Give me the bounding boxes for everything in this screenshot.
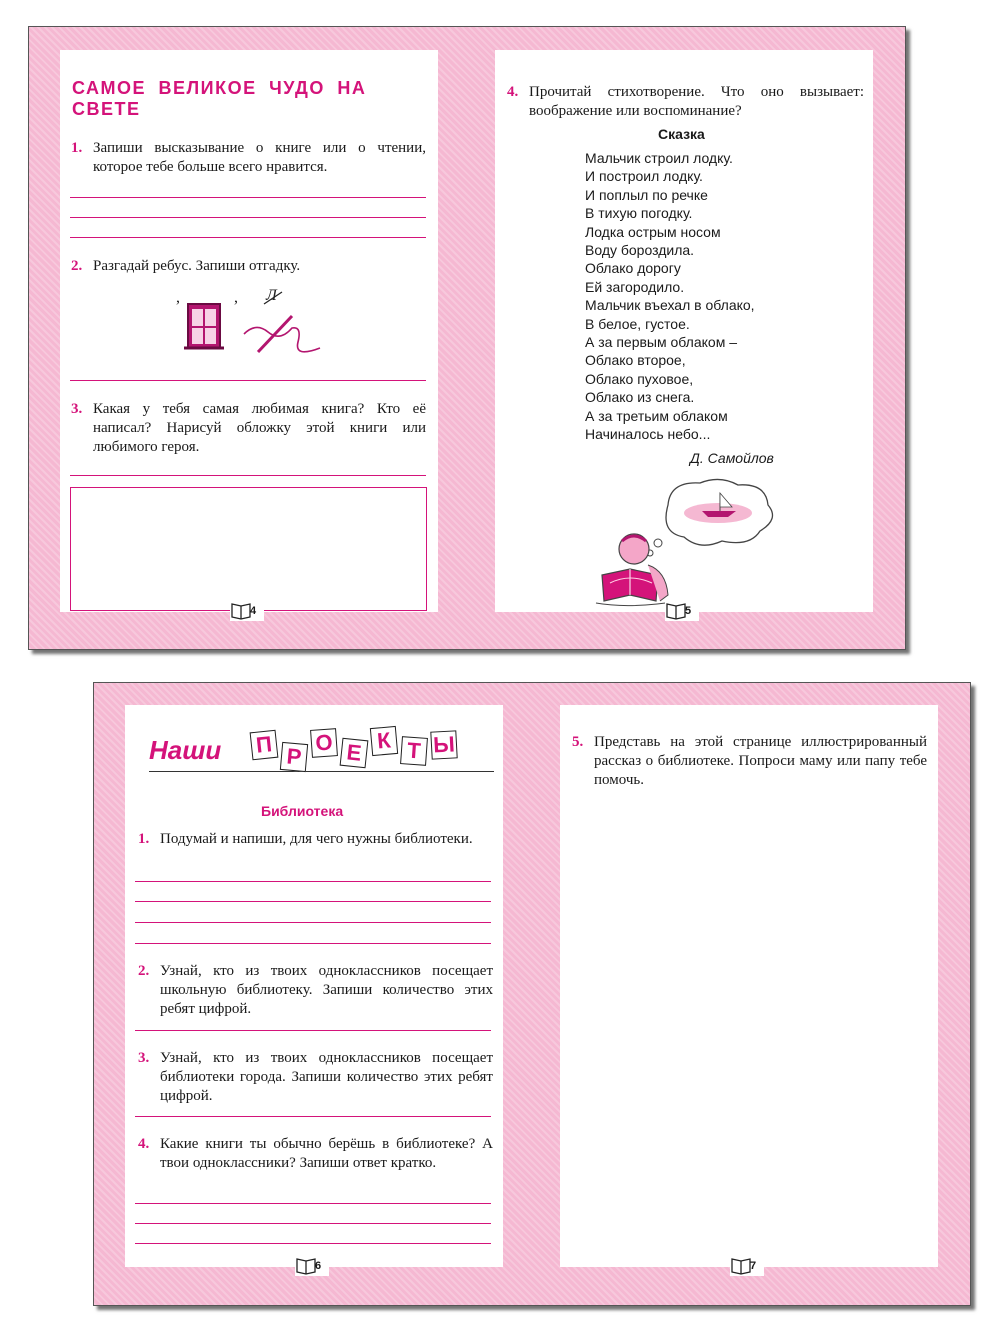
task-text: Представь на этой странице иллюстрированный рассказ о библиотеке. Попроси маму или папу тебе помочь. bbox=[594, 734, 927, 788]
poem-line: Облако пуховое, bbox=[585, 370, 694, 387]
poem-line: Облако второе, bbox=[585, 352, 686, 369]
poem-line: Начиналось небо... bbox=[585, 426, 711, 443]
title-letter: Ы bbox=[430, 730, 457, 759]
task-2 bbox=[71, 257, 426, 276]
task-1 bbox=[138, 830, 493, 849]
task-number: 1. bbox=[71, 140, 83, 156]
poem-title: Сказка bbox=[658, 126, 705, 142]
title-letter: К bbox=[370, 726, 398, 756]
answer-line[interactable] bbox=[135, 1243, 491, 1244]
answer-line[interactable] bbox=[135, 1030, 491, 1031]
drawing-frame[interactable] bbox=[70, 487, 427, 611]
task-2 bbox=[138, 962, 493, 1019]
task-text: Прочитай стихотворение. Что оно вызывает: воображение или воспоминание? bbox=[529, 84, 864, 119]
open-book-icon bbox=[230, 599, 252, 621]
page-number-4: 4 bbox=[230, 599, 264, 621]
answer-line[interactable] bbox=[135, 881, 491, 882]
task-number: 4. bbox=[138, 1136, 150, 1152]
poem-line: Воду бороздила. bbox=[585, 242, 695, 259]
svg-text:,: , bbox=[176, 289, 180, 306]
title-letter: О bbox=[310, 728, 338, 758]
spread-pages-6-7 bbox=[93, 682, 971, 1306]
title-letter: Т bbox=[400, 736, 428, 766]
task-number: 4. bbox=[507, 84, 519, 100]
poem-line: Лодка острым носом bbox=[585, 223, 721, 240]
window-icon bbox=[184, 304, 224, 348]
reading-boy-icon bbox=[590, 475, 790, 615]
poem-line: Мальчик въехал в облако, bbox=[585, 297, 755, 314]
poem-line: А за первым облаком – bbox=[585, 334, 737, 351]
task-text: Какая у тебя самая любимая книга? Кто её написал? Нарисуй обложку этой книги или любимого героя. bbox=[93, 401, 426, 455]
poem-line: Мальчик строил лодку. bbox=[585, 150, 733, 166]
poem-line: В тихую погодку. bbox=[585, 205, 693, 222]
answer-line[interactable] bbox=[135, 1223, 491, 1224]
rebus-image bbox=[170, 282, 330, 362]
answer-line[interactable] bbox=[70, 217, 426, 218]
title-underline bbox=[149, 771, 494, 772]
spread-pages-4-5 bbox=[28, 26, 906, 650]
projects-title bbox=[149, 725, 499, 780]
task-text: Запиши высказывание о книге или о чтении, которое тебе больше всего нравится. bbox=[93, 140, 426, 175]
task-number: 3. bbox=[138, 1050, 150, 1066]
task-1 bbox=[71, 139, 426, 177]
task-number: 5. bbox=[572, 734, 584, 750]
page-7 bbox=[560, 705, 938, 1267]
answer-line[interactable] bbox=[135, 1116, 491, 1117]
task-4 bbox=[507, 83, 864, 121]
page-6 bbox=[125, 705, 503, 1267]
poem-line: Ей загородило. bbox=[585, 278, 685, 295]
task-4 bbox=[138, 1135, 493, 1173]
page-number-5: 5 bbox=[665, 599, 699, 621]
answer-line[interactable] bbox=[70, 380, 426, 381]
title-letter: П bbox=[250, 730, 279, 761]
poem-author: Д. Самойлов bbox=[690, 450, 774, 466]
section-heading: САМОЕ ВЕЛИКОЕ ЧУДО НА СВЕТЕ bbox=[72, 78, 367, 119]
page-number-6: 6 bbox=[295, 1254, 329, 1276]
poem-line: И построил лодку. bbox=[585, 168, 703, 185]
open-book-icon bbox=[295, 1254, 317, 1276]
task-3 bbox=[138, 1049, 493, 1106]
poem bbox=[585, 149, 755, 444]
title-letter: Е bbox=[340, 738, 369, 769]
task-text: Подумай и напиши, для чего нужны библиотеки. bbox=[160, 831, 473, 847]
svg-text:,: , bbox=[234, 289, 238, 306]
answer-line[interactable] bbox=[70, 197, 426, 198]
open-book-icon bbox=[730, 1254, 752, 1276]
poem-line: Облако из снега. bbox=[585, 389, 695, 406]
poem-line: А за третьим облаком bbox=[585, 407, 728, 424]
task-number: 2. bbox=[138, 963, 150, 979]
answer-line[interactable] bbox=[70, 475, 426, 476]
answer-line[interactable] bbox=[135, 922, 491, 923]
poem-line: В белое, густое. bbox=[585, 315, 690, 332]
answer-line[interactable] bbox=[70, 237, 426, 238]
poem-line: И поплыл по речке bbox=[585, 186, 708, 203]
answer-line[interactable] bbox=[135, 943, 491, 944]
task-5 bbox=[572, 733, 927, 790]
open-book-icon bbox=[665, 599, 687, 621]
rebus-letter: Л bbox=[266, 287, 277, 304]
task-text: Узнай, кто из твоих одноклассников посещает школьную библиотеку. Запиши количество этих ребят цифрой. bbox=[160, 963, 493, 1017]
task-text: Узнай, кто из твоих одноклассников посещает библиотеки города. Запиши количество этих ребят цифрой. bbox=[160, 1050, 493, 1104]
task-number: 3. bbox=[71, 401, 83, 417]
section-subtitle: Библиотека bbox=[261, 803, 344, 819]
title-word: Наши bbox=[149, 735, 222, 765]
page-4 bbox=[60, 50, 438, 612]
page-number-7: 7 bbox=[730, 1254, 764, 1276]
task-3 bbox=[71, 400, 426, 457]
page-5 bbox=[495, 50, 873, 612]
task-text: Какие книги ты обычно берёшь в библиотеке? А твои одноклассники? Запиши ответ кратко. bbox=[160, 1136, 493, 1171]
task-text: Разгадай ребус. Запиши отгадку. bbox=[93, 258, 301, 274]
poem-line: Облако дорогу bbox=[585, 260, 681, 277]
task-number: 1. bbox=[138, 831, 150, 847]
task-number: 2. bbox=[71, 258, 83, 274]
title-letter: Р bbox=[280, 742, 308, 772]
answer-line[interactable] bbox=[135, 1203, 491, 1204]
answer-line[interactable] bbox=[135, 901, 491, 902]
